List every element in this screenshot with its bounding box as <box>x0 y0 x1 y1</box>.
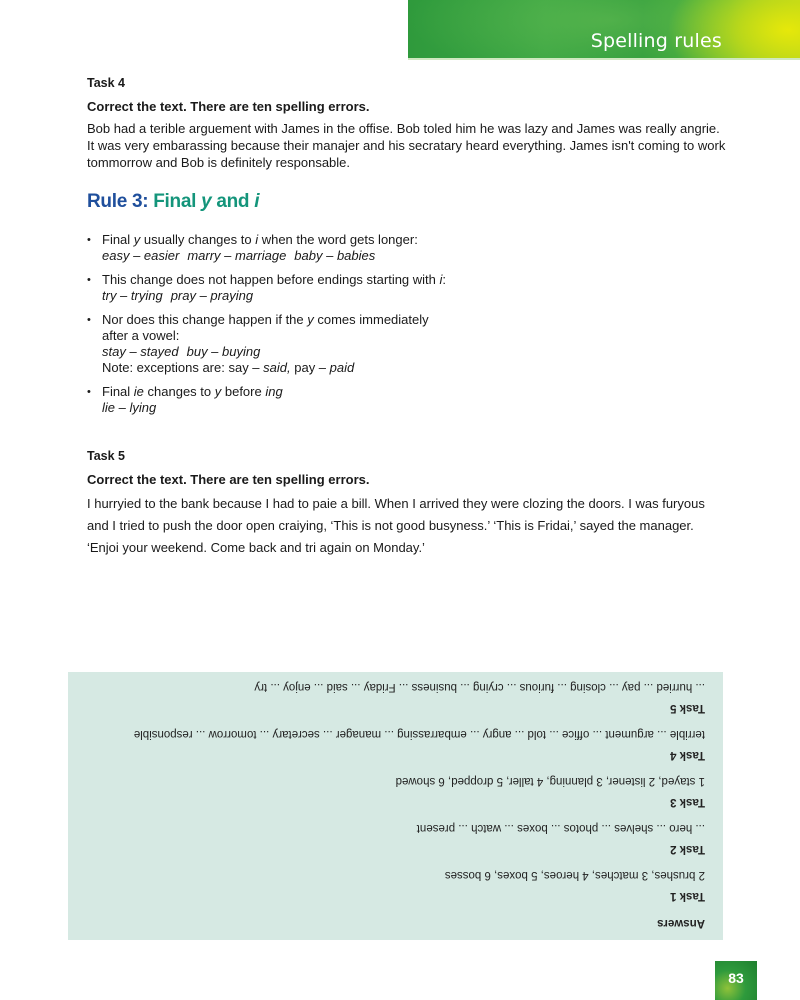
answers-heading: Answers <box>657 917 705 929</box>
answer-task-title: Task 5 <box>670 702 705 714</box>
answer-task-title: Task 3 <box>670 796 705 808</box>
rule-bullet: • Final ie changes to y before ing lie – lying <box>87 384 447 416</box>
answer-text: ... hurried ... pay ... closing ... furious ... crying ... business ... Friday ... said ... enjoy ... try <box>254 681 705 693</box>
task-5-title: Task 5 <box>87 449 125 463</box>
section-banner <box>408 0 800 60</box>
task-5-text: I hurryied to the bank because I had to paie a bill. When I arrived they were clozing the doors. I was furyous and I tried to push the door open craiying, ‘This is not good busyness.’ ‘This is Fridai,’ sayed the manager. ‘Enjoi your weekend. Come back and tri again on Monday.’ <box>87 496 705 555</box>
page-number: 83 <box>715 961 757 1000</box>
answer-text: terrible ... argument ... office ... told ... angry ... embarrassing ... manager ... secretary ... tomorrow ... responsible <box>133 728 705 740</box>
answer-task-title: Task 2 <box>670 843 705 855</box>
rule-bullet: • Nor does this change happen if the y comes immediately after a vowel: stay – stayed buy – buying Note: exceptions are: say – said, pay – paid <box>87 312 447 376</box>
rule-number: Rule 3: <box>87 191 149 212</box>
rule-bullet: • This change does not happen before endings starting with i: try – trying pray – praying <box>87 272 447 304</box>
task-5-instruction: Correct the text. There are ten spelling errors. <box>87 472 370 487</box>
answer-task-title: Task 4 <box>670 749 705 761</box>
task-4 <box>87 75 727 171</box>
rule-bullets <box>87 232 447 416</box>
rule-note: Note: exceptions are: say – said, pay – paid <box>102 360 355 375</box>
task-4-instruction: Correct the text. There are ten spelling errors. <box>87 99 370 114</box>
rule-title: Final y and i <box>153 191 260 212</box>
answer-task-title: Task 1 <box>670 890 705 902</box>
section-title: Spelling rules <box>590 30 722 52</box>
task-5 <box>87 448 727 559</box>
task-4-text: Bob had a terible arguement with James in the offise. Bob toled him he was lazy and James was really angrie. It was very embarassing because their manajer and his secratary heard everything. James isn't coming to work tommorrow and Bob is definitely responsable. <box>87 121 726 170</box>
rule-3 <box>87 193 727 424</box>
answer-text: ... hero ... shelves ... photos ... boxes ... watch ... present <box>416 822 705 834</box>
answers-box <box>68 672 723 940</box>
rule-heading <box>87 193 727 210</box>
task-4-title: Task 4 <box>87 76 125 90</box>
rule-examples: try – trying pray – praying <box>102 288 254 303</box>
answer-text: 2 brushes, 3 matches, 4 heroes, 5 boxes, 6 bosses <box>444 869 705 881</box>
answer-text: 1 stayed, 2 listener, 3 planning, 4 taller, 5 dropped, 6 showed <box>395 775 705 787</box>
rule-examples: stay – stayed buy – buying <box>102 344 261 359</box>
rule-examples: easy – easier marry – marriage baby – babies <box>102 248 376 263</box>
rule-bullet: • Final y usually changes to i when the word gets longer: easy – easier marry – marriage baby – babies <box>87 232 447 264</box>
answers-upside-down <box>68 672 723 940</box>
rule-examples: lie – lying <box>102 400 157 415</box>
